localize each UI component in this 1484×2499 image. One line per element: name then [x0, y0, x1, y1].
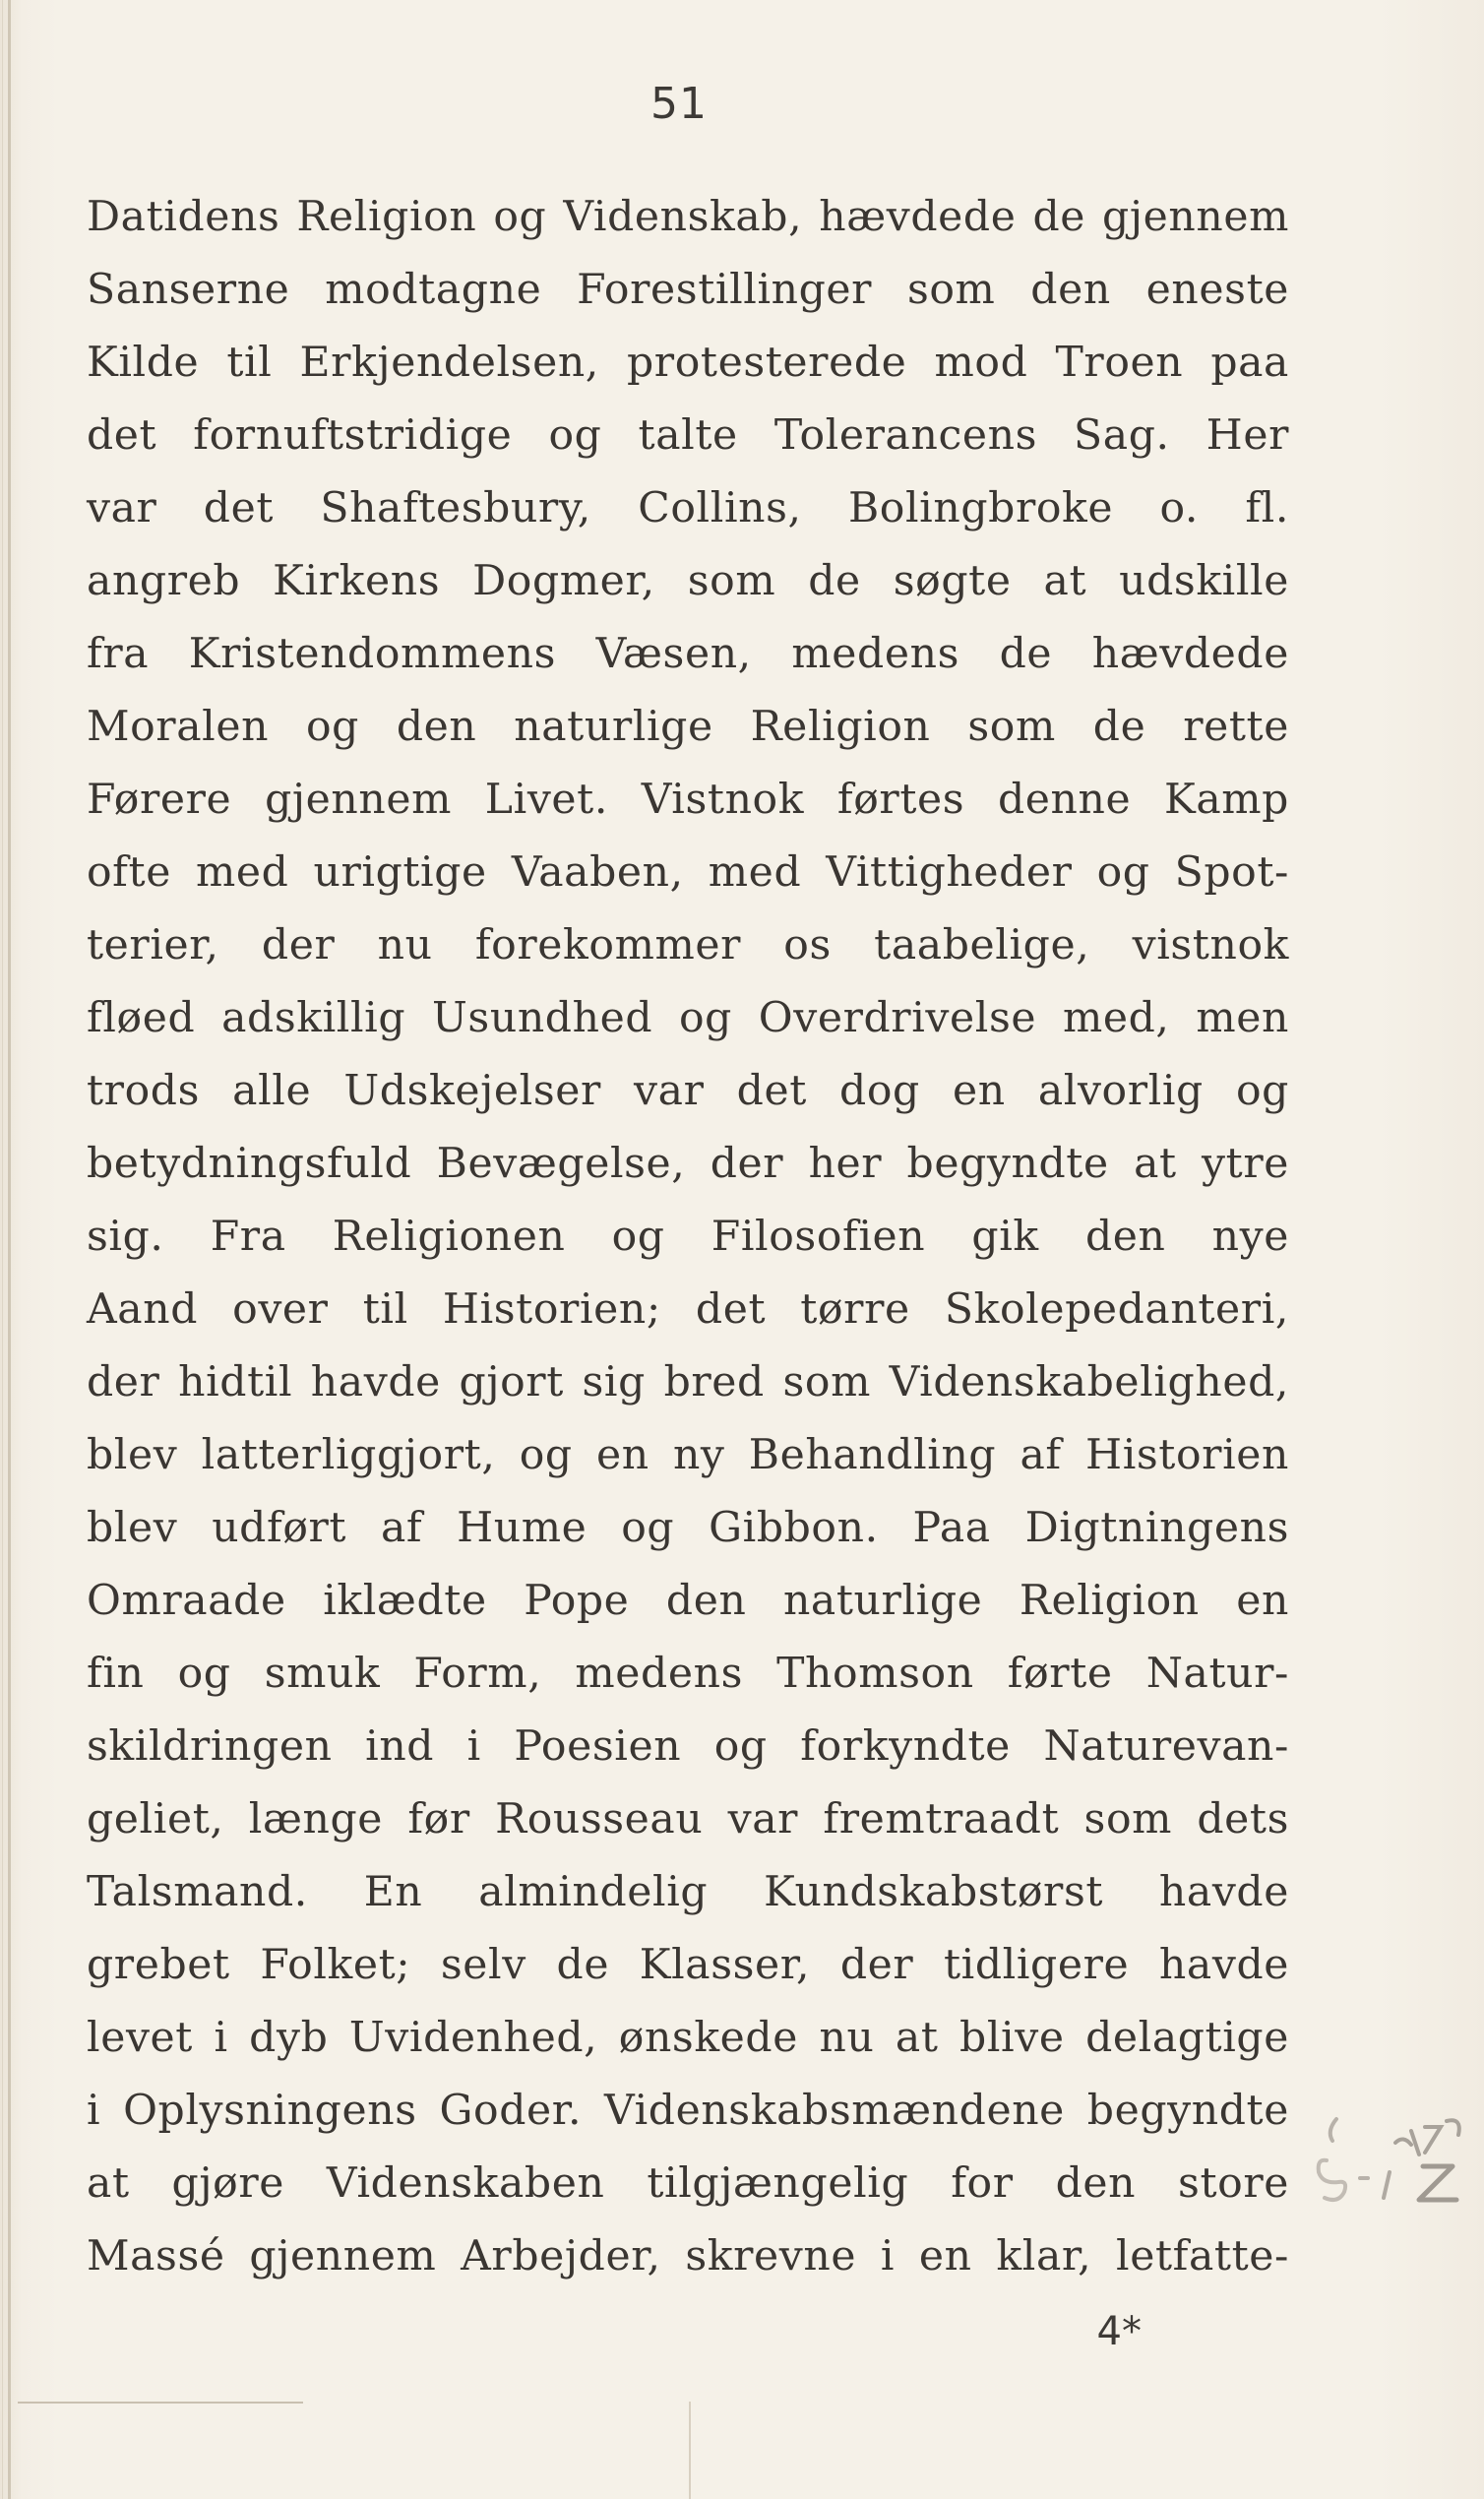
text-line: i Oplysningens Goder. Videnskabsmændene begyndte [87, 2087, 1289, 2135]
bottom-rule [18, 2402, 303, 2404]
text-line: angreb Kirkens Dogmer, som de søgte at udskille [87, 557, 1289, 605]
text-line: Datidens Religion og Videnskab, hævdede de gjennem [87, 193, 1289, 241]
text-line: levet i dyb Uvidenhed, ønskede nu at blive delagtige [87, 2014, 1289, 2062]
text-line: skildringen ind i Poesien og forkyndte Naturevan- [87, 1722, 1289, 1771]
text-line: terier, der nu forekommer os taabelige, vistnok [87, 921, 1289, 969]
text-line: Kilde til Erkjendelsen, protesterede mod Troen paa [87, 339, 1289, 387]
text-line: det fornuftstridige og talte Tolerancens Sag. Her [87, 411, 1289, 460]
text-line: Omraade iklædte Pope den naturlige Religion en [87, 1577, 1289, 1625]
text-line: Massé gjennem Arbejder, skrevne i en klar, letfatte- [87, 2232, 1289, 2280]
text-line: fin og smuk Form, medens Thomson førte Natur- [87, 1650, 1289, 1698]
text-line: Sanserne modtagne Forestillinger som den eneste [87, 266, 1289, 314]
text-line: Moralen og den naturlige Religion som de rette [87, 703, 1289, 751]
text-line: blev latterliggjort, og en ny Behandling af Historien [87, 1431, 1289, 1479]
text-line: fløed adskillig Usundhed og Overdrivelse med, men [87, 994, 1289, 1042]
signature-mark: 4* [1096, 2309, 1142, 2354]
text-line: Aand over til Historien; det tørre Skolepedanteri, [87, 1285, 1289, 1334]
text-line: der hidtil havde gjort sig bred som Videnskabelighed, [87, 1358, 1289, 1406]
text-line: trods alle Udskejelser var det dog en alvorlig og [87, 1067, 1289, 1115]
text-line: var det Shaftesbury, Collins, Bolingbroke o. fl. [87, 484, 1289, 532]
text-line: Førere gjennem Livet. Vistnok førtes denne Kamp [87, 776, 1289, 824]
bottom-fold-line [689, 2402, 691, 2499]
text-line: Talsmand. En almindelig Kundskabstørst havde [87, 1868, 1289, 1916]
pencil-marginal-mark [1309, 2101, 1476, 2210]
spine-edge [2, 0, 3, 2499]
text-line: fra Kristendommens Væsen, medens de hævdede [87, 630, 1289, 678]
spine-shadow [8, 0, 11, 2499]
body-text [87, 181, 1289, 2293]
text-line: sig. Fra Religionen og Filosofien gik den nye [87, 1213, 1289, 1261]
text-line: at gjøre Videnskaben tilgjængelig for den store [87, 2159, 1289, 2208]
text-line: blev udført af Hume og Gibbon. Paa Digtningens [87, 1504, 1289, 1552]
text-line: grebet Folket; selv de Klasser, der tidligere havde [87, 1941, 1289, 1989]
text-line: ofte med urigtige Vaaben, med Vittigheder og Spot- [87, 848, 1289, 897]
page-number: 51 [650, 79, 708, 129]
text-line: geliet, længe før Rousseau var fremtraadt som dets [87, 1795, 1289, 1843]
text-line: betydningsfuld Bevægelse, der her begyndte at ytre [87, 1140, 1289, 1188]
